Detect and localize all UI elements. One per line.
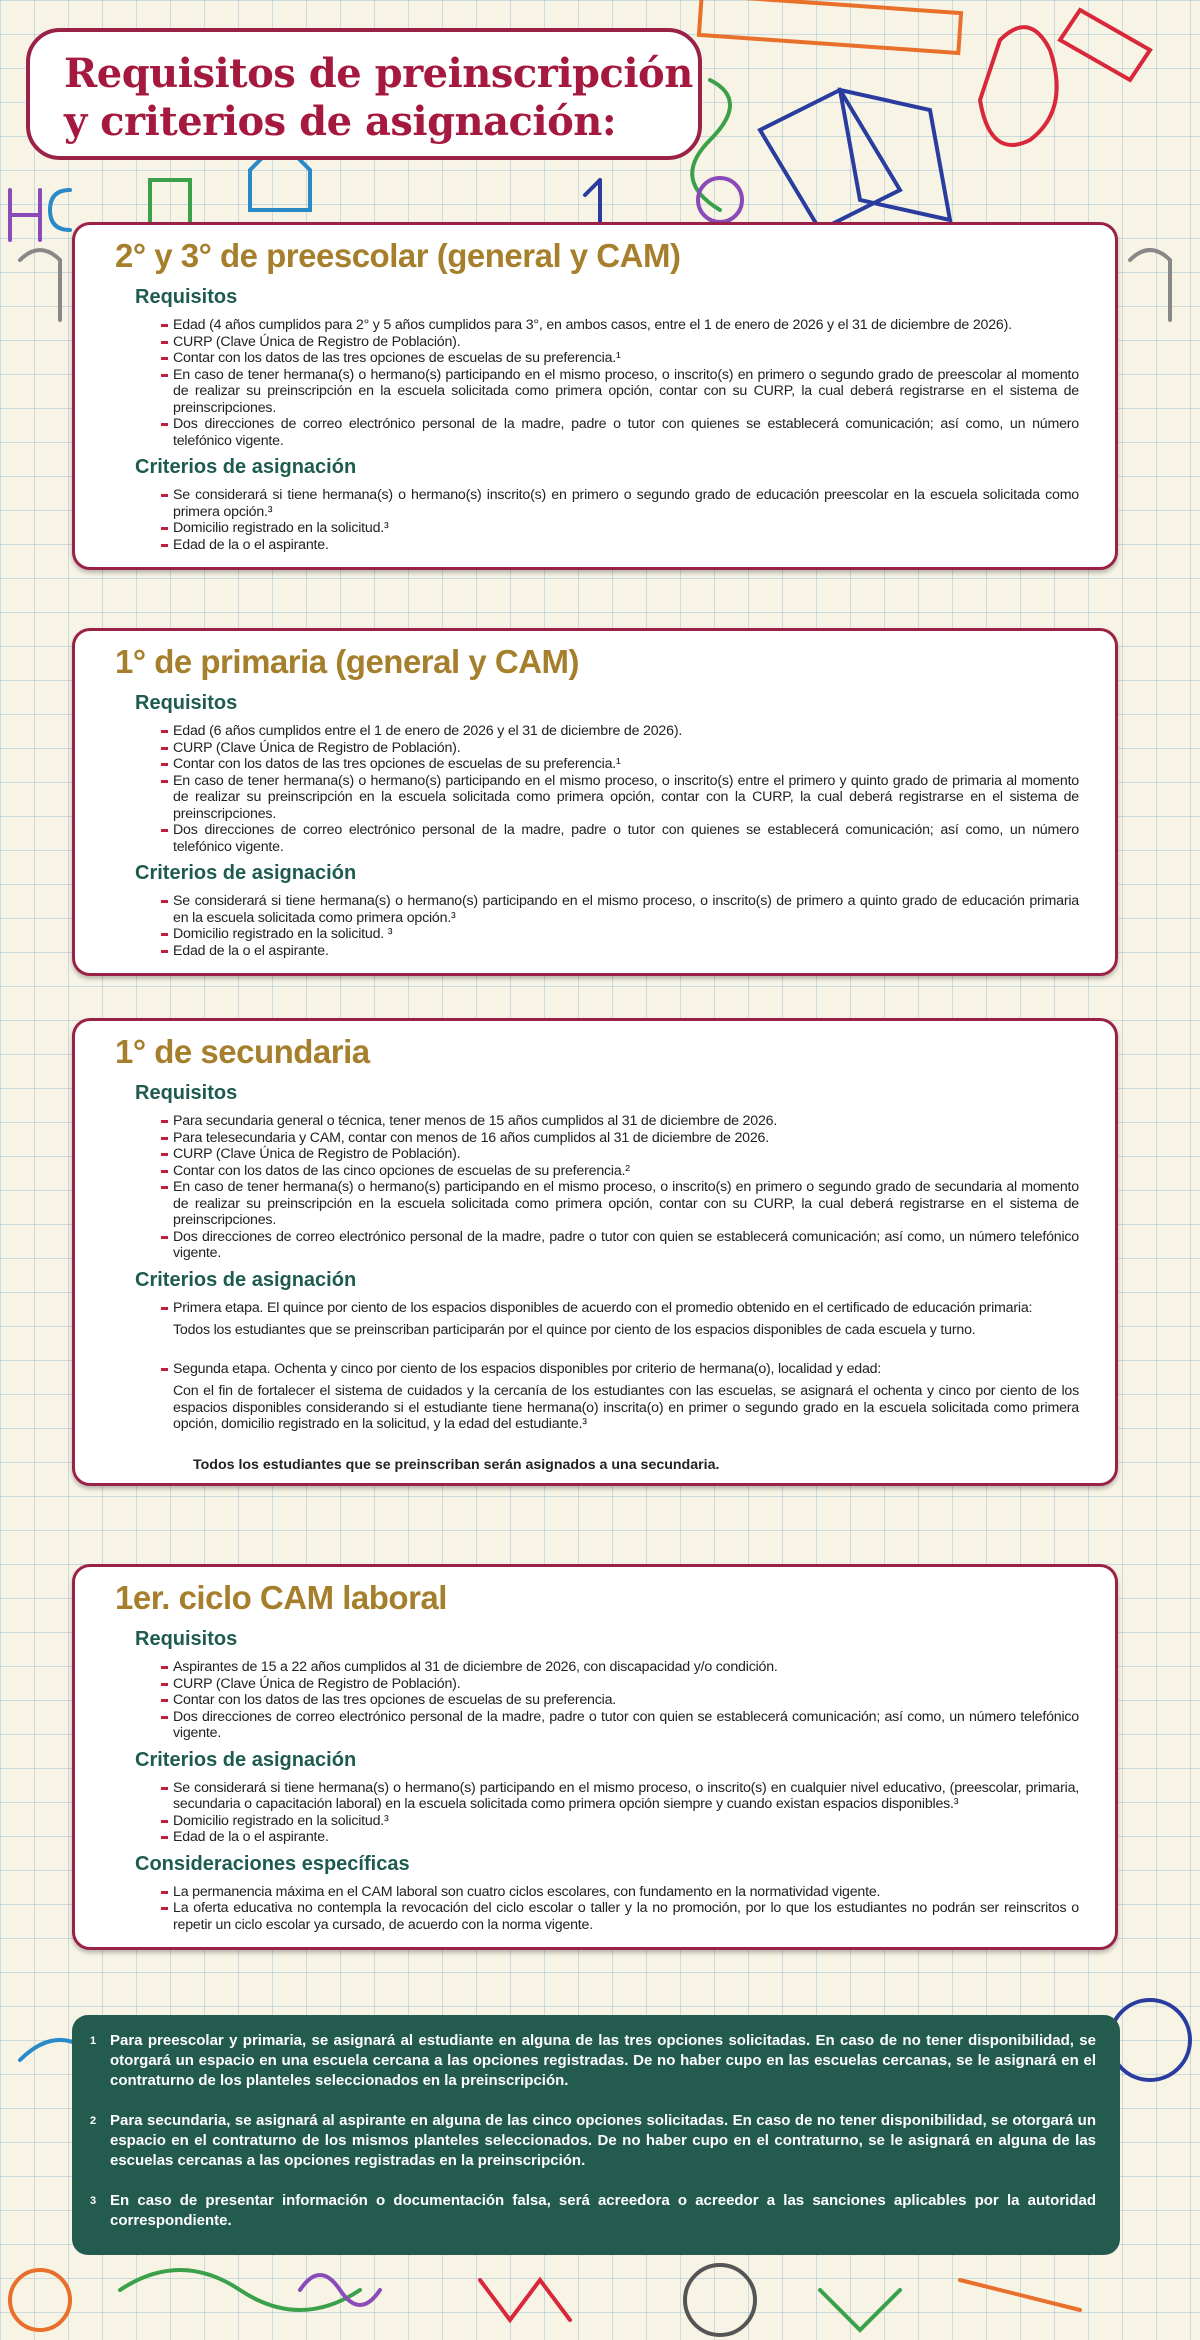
list-item — [173, 1130, 1079, 1147]
list-item-text: Contar con los datos de las cinco opciones de escuelas de su preferencia.² — [173, 1162, 630, 1179]
list-item — [173, 1709, 1079, 1742]
list-item — [173, 1884, 1079, 1901]
consideraciones-heading: Consideraciones específicas — [135, 1852, 410, 1875]
list-item-text: Dos direcciones de correo electrónico personal de la madre, padre o tutor con quien se establecerá comunicación; así como, un número telefónico vigente. — [173, 1708, 1079, 1741]
list-item-text: Para secundaria general o técnica, tener menos de 15 años cumplidos al 31 de diciembre de 2026. — [173, 1113, 778, 1129]
footnote — [90, 2191, 1096, 2231]
list-item-text: Se considerará si tiene hermana(s) o hermano(s) participando en el mismo proceso, o inscrito(s) en cualquier nivel educativo, (preescolar, primaria, secundaria o capacitación laboral) en la escuela solicitada como primera opción siempre y cuando existan espacios disponibles.³ — [173, 1779, 1079, 1812]
requisitos-heading: Requisitos — [135, 1628, 238, 1650]
list-item — [173, 1813, 1079, 1830]
list-item — [173, 773, 1079, 823]
section-note: Todos los estudiantes que se preinscriban serán asignados a una secundaria. — [193, 1456, 720, 1473]
list-item-text: Se considerará si tiene hermana(s) o hermano(s) inscrito(s) en primero o segundo grado de educación preescolar en la escuela solicitada como primera opción.³ — [173, 487, 1079, 520]
page-title-line-1: Requisitos de preinscripción — [64, 50, 693, 97]
page-title-line-2: y criterios de asignación: — [64, 98, 617, 145]
requisitos-list — [115, 723, 1079, 855]
footnote-text: Para secundaria, se asignará al aspirante en alguna de las cinco opciones solicitadas. En caso de no tener disponibilidad, se otorgará un espacio en el contraturno de los mismos planteles seleccionados. De no haber cupo en el contraturno, se le asignará en alguna de las escuelas cercanas a las opciones registradas en la preinscripción. — [110, 2112, 1096, 2169]
section-title: 1° de primaria (general y CAM) — [115, 643, 579, 680]
list-item — [173, 1829, 1079, 1846]
section-card-cam-laboral — [72, 1564, 1118, 1950]
footnote-number: 3 — [90, 2195, 97, 2207]
list-item-text: Segunda etapa. Ochenta y cinco por ciento de los espacios disponibles por criterio de hermana(o), localidad y edad: — [173, 1360, 882, 1377]
list-item-text: CURP (Clave Única de Registro de Población). — [173, 739, 461, 756]
list-item-detail: Con el fin de fortalecer el sistema de cuidados y la cercanía de los estudiantes con las escuelas, se asignará el ochenta y cinco por ciento de los espacios disponibles considerando si el estudiante tiene hermana(o) inscrita(o) en primer o segundo grado en la escuela solicitada como primera opción, domicilio registrado en la solicitud, y la edad del estudiante.³ — [173, 1383, 1079, 1432]
list-item-text: En caso de tener hermana(s) o hermano(s) participando en el mismo proceso, o inscrito(s) entre el primero y quinto grado de primaria al momento de realizar su preinscripción en la escuela solicitada como primera opción, contar con la CURP, la cual deberá registrarse en el sistema de preinscripciones. — [173, 772, 1079, 822]
list-item — [173, 1229, 1079, 1262]
section-card-secundaria — [72, 1018, 1118, 1486]
footnote-text: En caso de presentar información o documentación falsa, será acreedora o acreedor a las sanciones aplicables por la autoridad correspondiente. — [110, 2192, 1096, 2229]
requisitos-list — [115, 1659, 1079, 1742]
footnote-text: Para preescolar y primaria, se asignará al estudiante en alguna de las tres opciones solicitadas. En caso de no tener disponibilidad, se otorgará un espacio en una escuela cercana a las opciones registradas. De no haber cupo en las escuelas cercanas, se le asignará en el contraturno de los planteles seleccionados en la preinscripción. — [110, 2032, 1096, 2089]
criterios-heading: Criterios de asignación — [135, 1748, 357, 1771]
footnote — [90, 2031, 1096, 2091]
list-item — [173, 1361, 1079, 1433]
footnote — [90, 2111, 1096, 2171]
footnote-number: 1 — [90, 2035, 97, 2047]
section-title: 2° y 3° de preescolar (general y CAM) — [115, 237, 681, 274]
list-item-text: Dos direcciones de correo electrónico personal de la madre, padre o tutor con quienes se establecerá comunicación; así como, un número telefónico vigente. — [173, 822, 1079, 855]
section-card-primaria — [72, 628, 1118, 976]
list-item-text: Domicilio registrado en la solicitud. ³ — [173, 926, 393, 942]
list-item-text: Edad de la o el aspirante. — [173, 536, 329, 553]
requisitos-list — [115, 317, 1079, 449]
list-item — [173, 926, 1079, 943]
list-item — [173, 1659, 1079, 1676]
list-item — [173, 1692, 1079, 1709]
list-item-text: CURP (Clave Única de Registro de Población). — [173, 1675, 461, 1692]
list-item-text: Contar con los datos de las tres opciones de escuelas de su preferencia.¹ — [173, 756, 621, 772]
list-item-text: Domicilio registrado en la solicitud.³ — [173, 520, 389, 536]
list-item-text: Dos direcciones de correo electrónico personal de la madre, padre o tutor con quienes se establecerá comunicación; así como, un número telefónico vigente. — [173, 416, 1079, 449]
page-title-box — [26, 28, 702, 160]
list-item-text: En caso de tener hermana(s) o hermano(s) participando en el mismo proceso, o inscrito(s) en primero o segundo grado de preescolar al momento de realizar su preinscripción en la escuela solicitada como primera opción, contar con su CURP, la cual deberá registrarse en el sistema de preinscripciones. — [173, 366, 1079, 416]
criterios-heading: Criterios de asignación — [135, 456, 357, 478]
list-item-text: Dos direcciones de correo electrónico personal de la madre, padre o tutor con quien se establecerá comunicación; así como, un número telefónico vigente. — [173, 1228, 1079, 1261]
list-item — [173, 334, 1079, 351]
list-item — [173, 756, 1079, 773]
requisitos-heading: Requisitos — [135, 286, 238, 308]
list-item — [173, 1113, 1079, 1130]
list-item — [173, 822, 1079, 855]
list-item — [173, 893, 1079, 926]
list-item — [173, 943, 1079, 960]
list-item-text: Edad de la o el aspirante. — [173, 942, 329, 959]
list-item — [173, 1900, 1079, 1933]
list-item — [173, 520, 1079, 537]
list-item-text: Para telesecundaria y CAM, contar con menos de 16 años cumplidos al 31 de diciembre de 2026. — [173, 1129, 769, 1146]
list-item — [173, 1676, 1079, 1693]
list-item-text: Edad (4 años cumplidos para 2° y 5 años cumplidos para 3°, en ambos casos, entre el 1 de enero de 2026 y el 31 de diciembre de 2026). — [173, 317, 1012, 333]
list-item — [173, 723, 1079, 740]
criterios-list — [115, 893, 1079, 959]
criterios-list — [115, 1300, 1079, 1433]
consideraciones-list — [115, 1884, 1079, 1934]
list-item — [173, 1300, 1079, 1339]
list-item — [173, 487, 1079, 520]
list-item — [173, 1146, 1079, 1163]
list-item-detail: Todos los estudiantes que se preinscriban participarán por el quince por ciento de los espacios disponibles de cada escuela y turno. — [173, 1322, 976, 1338]
list-item-text: Contar con los datos de las tres opciones de escuelas de su preferencia.¹ — [173, 350, 621, 366]
list-item — [173, 1179, 1079, 1229]
list-item — [173, 740, 1079, 757]
list-item-text: Contar con los datos de las tres opciones de escuelas de su preferencia. — [173, 1692, 617, 1708]
list-item-text: Primera etapa. El quince por ciento de los espacios disponibles de acuerdo con el promedio obtenido en el certificado de educación primaria: — [173, 1299, 1033, 1316]
criterios-heading: Criterios de asignación — [135, 862, 357, 884]
requisitos-list — [115, 1113, 1079, 1262]
list-item-text: CURP (Clave Única de Registro de Población). — [173, 1146, 461, 1162]
criterios-list — [115, 1780, 1079, 1846]
requisitos-heading: Requisitos — [135, 692, 238, 714]
list-item — [173, 416, 1079, 449]
section-title: 1° de secundaria — [115, 1033, 370, 1070]
list-item — [173, 537, 1079, 554]
requisitos-heading: Requisitos — [135, 1082, 238, 1104]
footnotes-box — [72, 2015, 1120, 2255]
list-item — [173, 350, 1079, 367]
list-item-text: Domicilio registrado en la solicitud.³ — [173, 1812, 389, 1829]
list-item-text: La permanencia máxima en el CAM laboral son cuatro ciclos escolares, con fundamento en la normatividad vigente. — [173, 1883, 881, 1900]
list-item — [173, 1780, 1079, 1813]
list-item-text: Edad (6 años cumplidos entre el 1 de enero de 2026 y el 31 de diciembre de 2026). — [173, 723, 683, 739]
section-card-preescolar — [72, 222, 1118, 570]
footnote-number: 2 — [90, 2115, 97, 2127]
list-item — [173, 1163, 1079, 1180]
list-item — [173, 367, 1079, 417]
list-item-text: Edad de la o el aspirante. — [173, 1829, 329, 1845]
list-item — [173, 317, 1079, 334]
criterios-heading: Criterios de asignación — [135, 1268, 357, 1291]
criterios-list — [115, 487, 1079, 553]
list-item-text: CURP (Clave Única de Registro de Población). — [173, 333, 461, 350]
list-item-text: Se considerará si tiene hermana(s) o hermano(s) participando en el mismo proceso, o inscrito(s) de primero a quinto grado de educación primaria en la escuela solicitada como primera opción.³ — [173, 893, 1079, 926]
list-item-text: La oferta educativa no contempla la revocación del ciclo escolar o taller y la no promoción, por lo que los estudiantes no podrán ser reinscritos o repetir un ciclo escolar ya cursado, de acuerdo con la norma vigente. — [173, 1900, 1079, 1933]
list-item-text: Aspirantes de 15 a 22 años cumplidos al 31 de diciembre de 2026, con discapacidad y/o condición. — [173, 1659, 778, 1675]
section-title: 1er. ciclo CAM laboral — [115, 1579, 447, 1616]
list-item-text: En caso de tener hermana(s) o hermano(s) participando en el mismo proceso, o inscrito(s) en primero o segundo grado de secundaria al momento de realizar su preinscripción en la escuela solicitada como primera opción, contar con su CURP, la cual deberá registrarse en el sistema de preinscripciones. — [173, 1179, 1079, 1228]
